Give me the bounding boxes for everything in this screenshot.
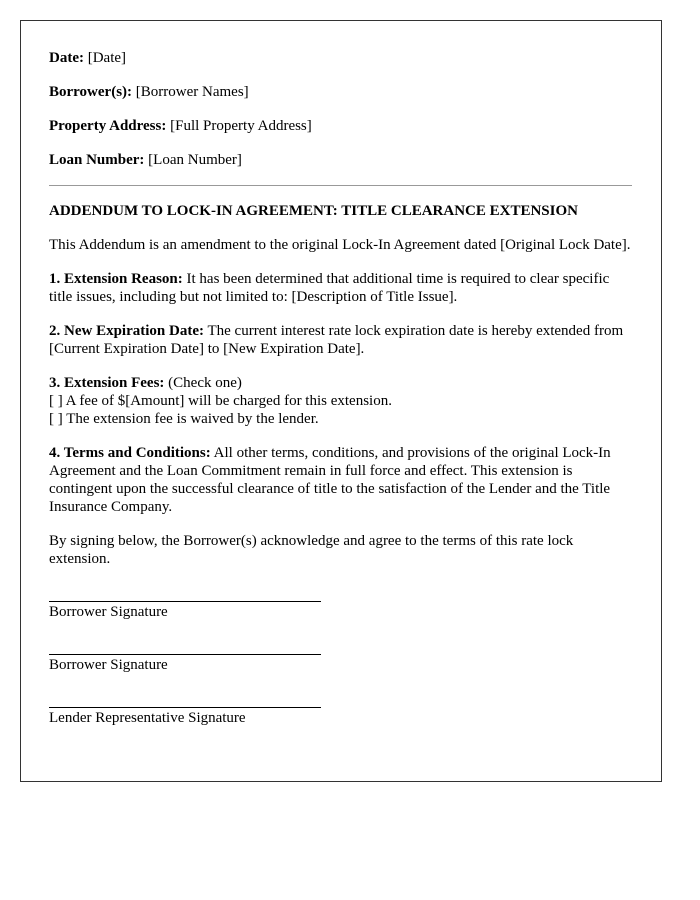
section-extension-reason: 1. Extension Reason: It has been determined that additional time is required to clear specific title issues, including but not limited to: [Description of Title Issue]. [49, 271, 610, 305]
document-title: ADDENDUM TO LOCK-IN AGREEMENT: TITLE CLEARANCE EXTENSION [49, 203, 578, 219]
signature-block-borrower-1 [49, 601, 632, 621]
date-field: Date: [Date] [49, 50, 127, 66]
signature-label: Borrower Signature [49, 604, 168, 620]
document-page [20, 20, 662, 782]
signature-block-borrower-2 [49, 654, 632, 674]
closing-paragraph: By signing below, the Borrower(s) acknowledge and agree to the terms of this rate lock extension. [49, 533, 574, 567]
section-extension-fees: 3. Extension Fees: (Check one) [ ] A fee of $[Amount] will be charged for this extension. [ ] The extension fee is waived by the lender. [49, 375, 392, 427]
signature-label: Borrower Signature [49, 657, 168, 673]
property-address-field: Property Address: [Full Property Address] [49, 118, 312, 134]
fee-option-charged: [ ] A fee of $[Amount] will be charged for this extension. [49, 393, 392, 409]
divider [49, 185, 632, 186]
signature-line [49, 601, 321, 602]
section-terms-conditions: 4. Terms and Conditions: All other terms, conditions, and provisions of the original Lock-In Agreement and the Loan Commitment remain in full force and effect. This extension is contingent upon the successful clearance of title to the satisfaction of the Lender and the Title Insurance Company. [49, 445, 611, 515]
signature-block-lender [49, 707, 632, 727]
signature-line [49, 707, 321, 708]
section-new-expiration-date: 2. New Expiration Date: The current interest rate lock expiration date is hereby extended from [Current Expiration Date] to [New Expiration Date]. [49, 323, 624, 357]
fee-option-waived: [ ] The extension fee is waived by the lender. [49, 411, 319, 427]
signature-label: Lender Representative Signature [49, 710, 246, 726]
borrower-field: Borrower(s): [Borrower Names] [49, 84, 249, 100]
intro-paragraph: This Addendum is an amendment to the original Lock-In Agreement dated [Original Lock Date]. [49, 237, 631, 253]
loan-number-field: Loan Number: [Loan Number] [49, 152, 242, 168]
signature-line [49, 654, 321, 655]
